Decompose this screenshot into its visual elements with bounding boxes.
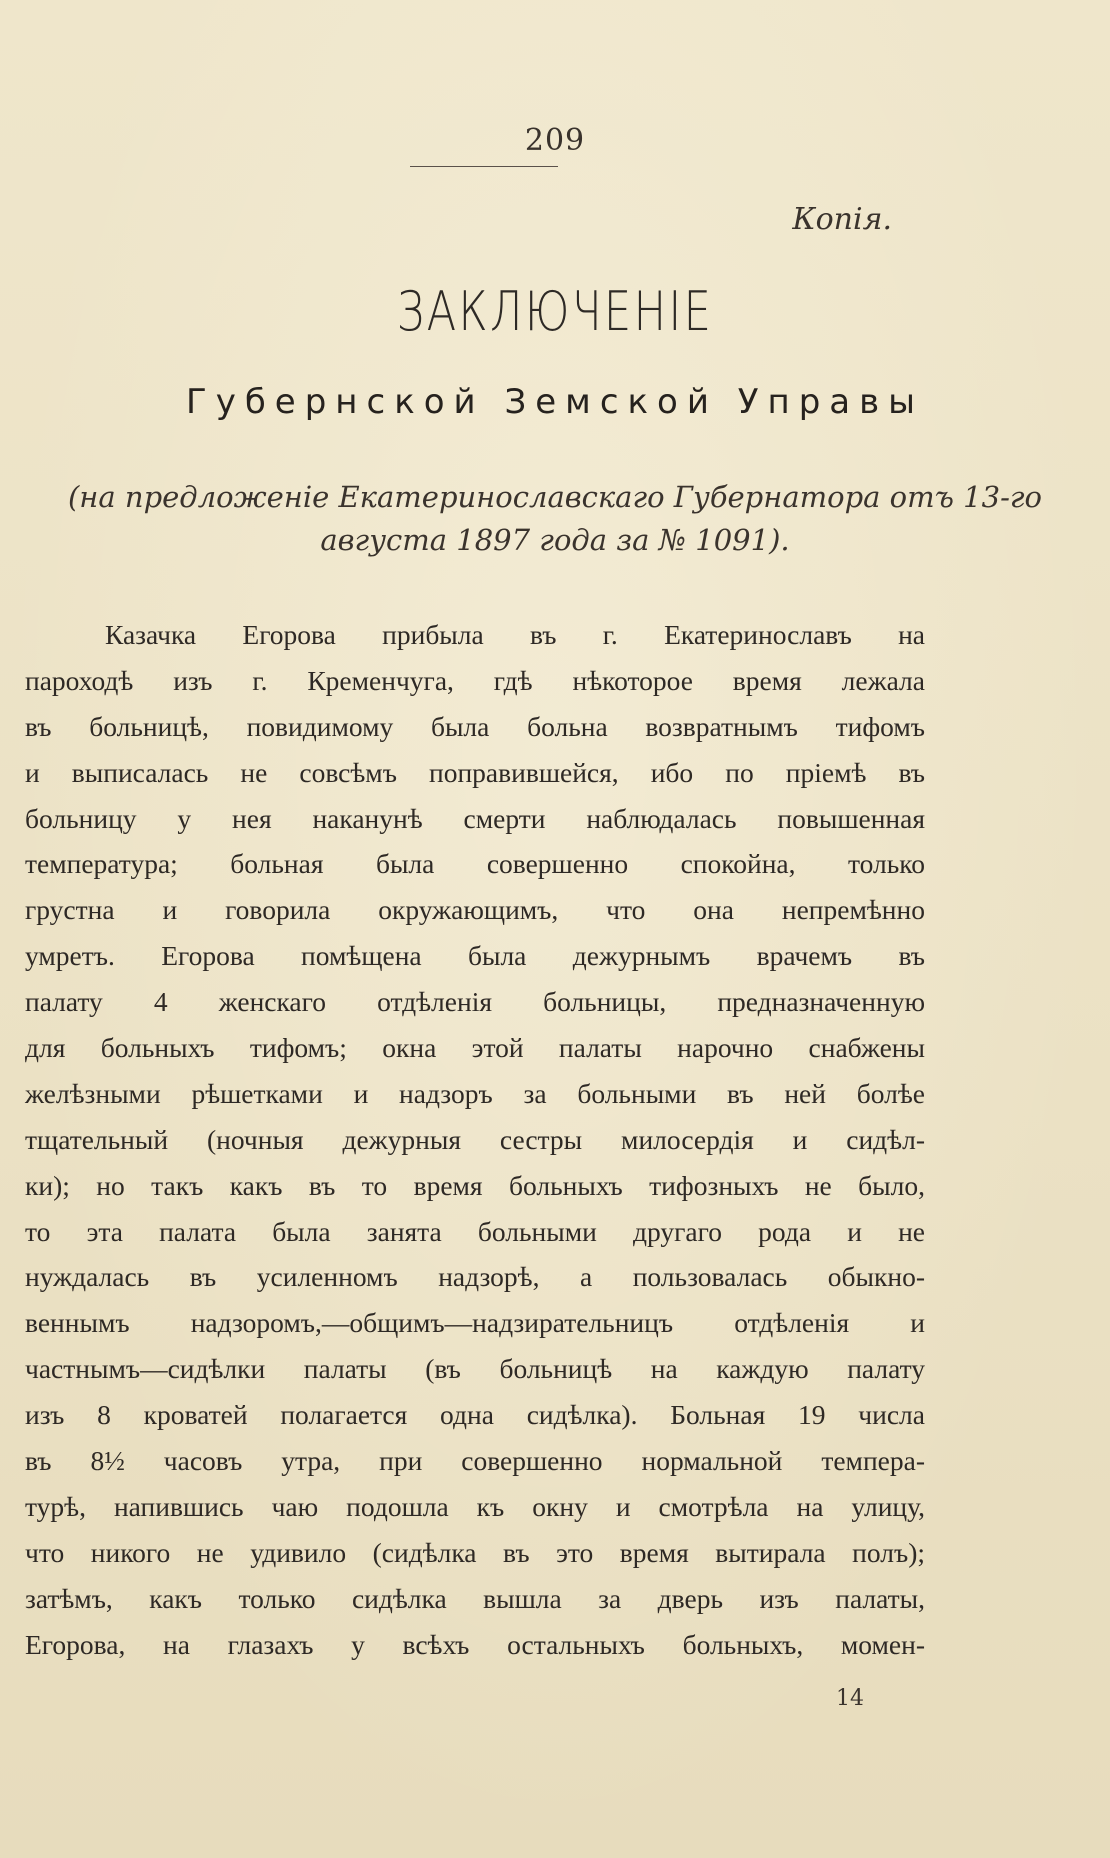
body-line: грустна и говорила окружающимъ, что она непремѣнно [25, 894, 925, 926]
copy-mark: Копія. [792, 202, 892, 237]
body-line: больницу у нея наканунѣ смерти наблюдалась повышенная [25, 802, 925, 834]
page-number: 209 [524, 123, 586, 158]
body-line: Егорова, на глазахъ у всѣхъ остальныхъ больныхъ, момен- [25, 1628, 925, 1660]
body-line: желѣзными рѣшетками и надзоръ за больными въ ней болѣе [25, 1077, 925, 1109]
reference-line-2: августа 1897 года за № 1091). [320, 523, 790, 557]
body-line: Казачка Егорова прибыла въ г. Екатеринославъ на [105, 619, 925, 650]
body-line: тщательный (ночныя дежурныя сестры милосердія и сидѣл- [25, 1123, 925, 1155]
body-line: умретъ. Егорова помѣщена была дежурнымъ врачемъ въ [25, 940, 925, 972]
body-line: то эта палата была занята больными другаго рода и не [25, 1215, 925, 1247]
body-line: пароходѣ изъ г. Кременчуга, гдѣ нѣкоторое время лежала [25, 664, 925, 696]
body-line: веннымъ надзоромъ,—общимъ—надзирательницъ отдѣленія и [25, 1307, 925, 1339]
body-line: затѣмъ, какъ только сидѣлка вышла за дверь изъ палаты, [25, 1582, 925, 1614]
body-line: изъ 8 кроватей полагается одна сидѣлка). Больная 19 числа [25, 1399, 925, 1431]
reference-line-1: (на предложеніе Екатеринославскаго Губернатора отъ 13-го [67, 480, 1042, 514]
body-line: палату 4 женскаго отдѣленія больницы, предназначенную [25, 986, 925, 1018]
body-line: въ 8½ часовъ утра, при совершенно нормальной темпера- [25, 1445, 925, 1477]
body-line: и выписалась не совсѣмъ поправившейся, ибо по пріемѣ въ [25, 756, 925, 788]
body-line: въ больницѣ, повидимому была больна возвратнымъ тифомъ [25, 710, 925, 742]
body-line: частнымъ—сидѣлки палаты (въ больницѣ на каждую палату [25, 1353, 925, 1385]
document-subtitle: Губернской Земской Управы [185, 382, 925, 422]
document-title: ЗАКЛЮЧЕНІЕ [396, 280, 714, 343]
body-text [25, 612, 925, 1667]
body-line: что никого не удивило (сидѣлка въ это время вытирала полъ); [25, 1536, 925, 1568]
body-line: ки); но такъ какъ въ то время больныхъ тифозныхъ не было, [25, 1169, 925, 1201]
signature-mark: 14 [836, 1686, 864, 1711]
body-line: для больныхъ тифомъ; окна этой палаты нарочно снабжены [25, 1032, 925, 1064]
body-line: температура; больная была совершенно спокойна, только [25, 848, 925, 880]
header-rule [410, 166, 558, 167]
body-line: нуждалась въ усиленномъ надзорѣ, а пользовалась обыкно- [25, 1261, 925, 1293]
body-line: турѣ, напившись чаю подошла къ окну и смотрѣла на улицу, [25, 1490, 925, 1522]
